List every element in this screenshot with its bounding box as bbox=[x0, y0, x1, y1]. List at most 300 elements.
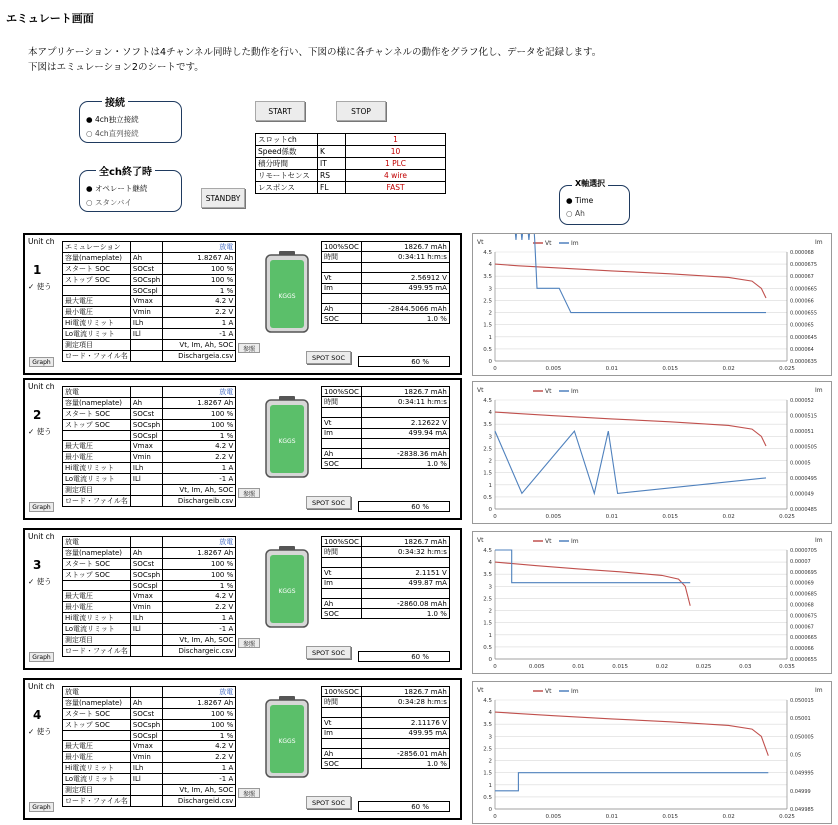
y-tick-right-label: 0.0000485 bbox=[790, 507, 818, 513]
y-tick-right-label: 0.04999 bbox=[790, 788, 811, 795]
x-tick-label: 0.015 bbox=[662, 366, 679, 372]
x-tick-label: 0.02 bbox=[722, 366, 735, 372]
parameter-row bbox=[63, 591, 236, 602]
spot-soc-value[interactable]: 60 % bbox=[358, 651, 450, 662]
radio-x-ah[interactable]: ○ Ah bbox=[566, 209, 585, 218]
parameter-row bbox=[63, 752, 236, 763]
parameter-name: 最小電圧 bbox=[63, 752, 131, 763]
radio-4ch-independent[interactable]: ● 4ch独立接続 bbox=[86, 115, 139, 124]
radio-operate-continue[interactable]: ● オペレート継続 bbox=[86, 184, 148, 193]
y-tick-right-label: 0.050015 bbox=[790, 698, 814, 704]
y-tick-left-label: 1 bbox=[488, 782, 492, 789]
result-value: 0:34:28 h:m:s bbox=[361, 697, 449, 708]
parameter-row bbox=[63, 452, 236, 463]
y-tick-left-label: 2 bbox=[488, 458, 492, 465]
x-tick-label: 0.01 bbox=[605, 814, 618, 820]
y-tick-left-label: 3.5 bbox=[483, 422, 492, 429]
parameter-name bbox=[63, 431, 131, 441]
result-name: SOC bbox=[322, 459, 362, 469]
setting-symbol bbox=[318, 134, 346, 146]
result-value bbox=[361, 708, 449, 718]
parameter-symbol bbox=[130, 242, 162, 253]
y-tick-right-label: 0.000065 bbox=[790, 322, 814, 329]
parameter-value[interactable]: -1 A bbox=[163, 474, 236, 485]
parameter-value[interactable]: 1 % bbox=[163, 581, 236, 591]
parameter-value[interactable]: 2.2 V bbox=[163, 752, 236, 763]
result-name: 時間 bbox=[322, 697, 362, 708]
parameter-value[interactable]: Dischargeib.csv bbox=[163, 496, 236, 507]
unit-panel-ch4 bbox=[23, 678, 462, 820]
spot-soc-button[interactable]: SPOT SOC bbox=[306, 646, 351, 659]
y-tick-right-label: 0.0000675 bbox=[790, 613, 818, 620]
parameter-value[interactable]: 1.8267 Ah bbox=[163, 548, 236, 559]
parameter-name: 最大電圧 bbox=[63, 741, 131, 752]
load-file-browse-button[interactable]: 参照 bbox=[238, 638, 260, 648]
x-tick-label: 0.01 bbox=[572, 664, 585, 670]
parameter-symbol: SOCsph bbox=[130, 275, 162, 286]
y-tick-right-label: 0.0000505 bbox=[790, 444, 818, 451]
parameter-symbol: ILl bbox=[130, 474, 162, 485]
parameter-row bbox=[63, 286, 236, 296]
result-value: -2844.5066 mAh bbox=[361, 303, 449, 313]
parameter-value[interactable]: Dischargeic.csv bbox=[163, 646, 236, 657]
y-axis-left-title: Vt bbox=[477, 687, 484, 694]
y-tick-right-label: 0.00005 bbox=[790, 460, 811, 467]
parameter-name bbox=[63, 286, 131, 296]
parameter-row bbox=[63, 474, 236, 485]
result-row bbox=[322, 283, 450, 293]
parameter-table bbox=[62, 386, 236, 507]
parameter-value[interactable]: 100 % bbox=[163, 559, 236, 570]
parameter-symbol bbox=[130, 635, 162, 646]
on-complete-group-title: 全ch終了時 bbox=[96, 163, 155, 178]
setting-value[interactable]: 1 PLC bbox=[346, 158, 446, 170]
x-tick-label: 0.025 bbox=[779, 514, 795, 520]
unit-label: Unit ch bbox=[28, 532, 55, 541]
result-row bbox=[322, 273, 450, 283]
load-file-browse-button[interactable]: 参照 bbox=[238, 343, 260, 353]
parameter-name: 容量(nameplate) bbox=[63, 398, 131, 409]
y-axis-right-title: Im bbox=[815, 537, 823, 544]
y-tick-right-label: 0.049995 bbox=[790, 770, 814, 777]
y-tick-left-label: 3.5 bbox=[483, 572, 492, 579]
result-row bbox=[322, 293, 450, 303]
result-value: -2838.36 mAh bbox=[361, 448, 449, 458]
series-line-im bbox=[495, 550, 690, 583]
parameter-value[interactable]: Dischargeid.csv bbox=[163, 796, 236, 807]
y-tick-right-label: 0.0000665 bbox=[790, 286, 818, 293]
parameter-name: ロード・ファイル名 bbox=[63, 646, 131, 657]
radio-label: Time bbox=[574, 196, 594, 205]
y-tick-right-label: 0.000067 bbox=[790, 274, 814, 281]
result-name bbox=[322, 293, 362, 303]
graph-button[interactable]: Graph bbox=[29, 802, 54, 812]
parameter-symbol: SOCst bbox=[130, 559, 162, 570]
y-tick-left-label: 2.5 bbox=[483, 596, 492, 603]
chart-ch1 bbox=[472, 233, 832, 376]
y-tick-right-label: 0.000069 bbox=[790, 580, 814, 587]
parameter-value[interactable]: 100 % bbox=[163, 409, 236, 420]
parameter-symbol: ILh bbox=[130, 613, 162, 624]
parameter-value[interactable]: 100 % bbox=[163, 264, 236, 275]
parameter-row bbox=[63, 635, 236, 646]
parameter-symbol: Vmax bbox=[130, 741, 162, 752]
y-tick-right-label: 0.000068 bbox=[790, 250, 814, 256]
result-value: -2856.01 mAh bbox=[361, 748, 449, 758]
parameter-value[interactable]: 100 % bbox=[163, 570, 236, 581]
setting-symbol: K bbox=[318, 146, 346, 158]
result-name: SOC bbox=[322, 314, 362, 324]
y-tick-left-label: 4.5 bbox=[483, 548, 492, 554]
parameter-name: ロード・ファイル名 bbox=[63, 796, 131, 807]
setting-name: 積分時間 bbox=[256, 158, 318, 170]
setting-value[interactable]: FAST bbox=[346, 182, 446, 194]
y-axis-right-title: Im bbox=[815, 239, 823, 246]
parameter-value[interactable]: 4.2 V bbox=[163, 441, 236, 452]
y-tick-left-label: 1 bbox=[488, 482, 492, 489]
radio-label: Ah bbox=[574, 209, 585, 218]
x-tick-label: 0.035 bbox=[779, 664, 795, 670]
battery-label: KGGS bbox=[278, 588, 296, 595]
setting-value[interactable]: 10 bbox=[346, 146, 446, 158]
parameter-name: 放電 bbox=[63, 387, 131, 398]
result-name: 時間 bbox=[322, 547, 362, 558]
x-tick-label: 0 bbox=[493, 664, 497, 670]
parameter-name: 最大電圧 bbox=[63, 296, 131, 307]
parameter-symbol bbox=[130, 387, 162, 398]
result-value: 1826.7 mAh bbox=[361, 687, 449, 697]
parameter-value[interactable]: 4.2 V bbox=[163, 296, 236, 307]
x-tick-label: 0.01 bbox=[605, 366, 618, 372]
parameter-value[interactable]: 1.8267 Ah bbox=[163, 398, 236, 409]
radio-label: 4ch直列接続 bbox=[94, 129, 139, 138]
result-value: 499.95 mA bbox=[361, 283, 449, 293]
parameter-name: 最小電圧 bbox=[63, 452, 131, 463]
y-tick-right-label: 0.050005 bbox=[790, 734, 814, 741]
parameter-value[interactable]: 1 % bbox=[163, 431, 236, 441]
parameter-value[interactable]: 100 % bbox=[163, 275, 236, 286]
result-row bbox=[322, 397, 450, 408]
parameter-name: Lo電流リミット bbox=[63, 624, 131, 635]
parameter-name: Hi電流リミット bbox=[63, 318, 131, 329]
series-line-vt bbox=[495, 412, 766, 446]
y-tick-left-label: 3 bbox=[488, 734, 492, 741]
parameter-value[interactable]: 1 % bbox=[163, 286, 236, 296]
result-name: Ah bbox=[322, 448, 362, 458]
graph-button[interactable]: Graph bbox=[29, 502, 54, 512]
legend-label: Im bbox=[571, 240, 579, 247]
parameter-value: Vt, Im, Ah, SOC bbox=[163, 485, 236, 496]
parameter-name bbox=[63, 581, 131, 591]
parameter-name: 放電 bbox=[63, 687, 131, 698]
y-tick-left-label: 0 bbox=[488, 807, 492, 813]
parameter-value[interactable]: 1 % bbox=[163, 731, 236, 741]
parameter-symbol: ILh bbox=[130, 463, 162, 474]
graph-button[interactable]: Graph bbox=[29, 652, 54, 662]
result-value: 1.0 % bbox=[361, 314, 449, 324]
parameter-row bbox=[63, 275, 236, 286]
parameter-value[interactable]: 100 % bbox=[163, 420, 236, 431]
y-axis-right-title: Im bbox=[815, 387, 823, 394]
parameter-value[interactable]: 4.2 V bbox=[163, 741, 236, 752]
parameter-value[interactable]: 1.8267 Ah bbox=[163, 253, 236, 264]
load-file-browse-button[interactable]: 参照 bbox=[238, 788, 260, 798]
result-value bbox=[361, 738, 449, 748]
parameter-symbol bbox=[130, 340, 162, 351]
y-tick-left-label: 3.5 bbox=[483, 274, 492, 281]
result-value: 1.0 % bbox=[361, 609, 449, 619]
result-value: 0:34:11 h:m:s bbox=[361, 397, 449, 408]
unit-panel-ch2 bbox=[23, 378, 462, 520]
spot-soc-button[interactable]: SPOT SOC bbox=[306, 796, 351, 809]
unit-label: Unit ch bbox=[28, 382, 55, 391]
y-tick-left-label: 2 bbox=[488, 608, 492, 615]
x-tick-label: 0.025 bbox=[779, 814, 795, 820]
y-tick-right-label: 0.000051 bbox=[790, 429, 814, 436]
parameter-name: ロード・ファイル名 bbox=[63, 351, 131, 362]
parameter-symbol bbox=[130, 496, 162, 507]
parameter-name: 測定項目 bbox=[63, 485, 131, 496]
parameter-name: 測定項目 bbox=[63, 635, 131, 646]
spot-soc-button[interactable]: SPOT SOC bbox=[306, 496, 351, 509]
parameter-value[interactable]: -1 A bbox=[163, 774, 236, 785]
x-tick-label: 0.015 bbox=[612, 664, 629, 670]
parameter-value[interactable]: -1 A bbox=[163, 329, 236, 340]
setting-symbol: IT bbox=[318, 158, 346, 170]
result-row bbox=[322, 418, 450, 428]
result-value: 0:34:11 h:m:s bbox=[361, 252, 449, 263]
x-axis-select-group bbox=[559, 179, 630, 225]
radio-label: スタンバイ bbox=[94, 198, 132, 207]
use-checkbox[interactable]: ✓ 使う bbox=[28, 282, 52, 291]
y-tick-left-label: 0.5 bbox=[483, 494, 492, 501]
parameter-row bbox=[63, 741, 236, 752]
result-value: 499.87 mA bbox=[361, 578, 449, 588]
y-tick-right-label: 0.0000515 bbox=[790, 413, 818, 420]
parameter-value: 放電 bbox=[163, 242, 236, 253]
series-line-im bbox=[495, 773, 768, 791]
y-axis-left-title: Vt bbox=[477, 387, 484, 394]
result-row bbox=[322, 598, 450, 608]
parameter-name: ストップ SOC bbox=[63, 570, 131, 581]
setting-value[interactable]: 1 bbox=[346, 134, 446, 146]
parameter-row bbox=[63, 307, 236, 318]
parameter-row bbox=[63, 398, 236, 409]
parameter-symbol bbox=[130, 796, 162, 807]
parameter-value[interactable]: 1.8267 Ah bbox=[163, 698, 236, 709]
radio-label: 4ch独立接続 bbox=[94, 115, 139, 124]
parameter-row bbox=[63, 485, 236, 496]
x-tick-label: 0.025 bbox=[695, 664, 712, 670]
chart-ch2 bbox=[472, 381, 832, 524]
x-tick-label: 0.01 bbox=[605, 514, 618, 520]
parameter-value[interactable]: 2.2 V bbox=[163, 602, 236, 613]
series-line-vt bbox=[495, 712, 768, 756]
parameter-name: 最小電圧 bbox=[63, 307, 131, 318]
parameter-value[interactable]: 4.2 V bbox=[163, 591, 236, 602]
result-value: 2.11176 V bbox=[361, 718, 449, 728]
parameter-row bbox=[63, 602, 236, 613]
result-name: 時間 bbox=[322, 252, 362, 263]
x-tick-label: 0.025 bbox=[779, 366, 795, 372]
load-file-browse-button[interactable]: 参照 bbox=[238, 488, 260, 498]
parameter-symbol: SOCst bbox=[130, 709, 162, 720]
parameter-value[interactable]: 2.2 V bbox=[163, 452, 236, 463]
parameter-row bbox=[63, 253, 236, 264]
result-row bbox=[322, 438, 450, 448]
series-line-im bbox=[495, 234, 766, 313]
parameter-value[interactable]: 1 A bbox=[163, 463, 236, 474]
result-value: 0:34:32 h:m:s bbox=[361, 547, 449, 558]
use-checkbox[interactable]: ✓ 使う bbox=[28, 427, 52, 436]
result-name bbox=[322, 738, 362, 748]
parameter-value[interactable]: 100 % bbox=[163, 709, 236, 720]
parameter-symbol: Ah bbox=[130, 253, 162, 264]
parameter-symbol bbox=[130, 485, 162, 496]
y-tick-right-label: 0.000064 bbox=[790, 346, 814, 353]
parameter-table bbox=[62, 241, 236, 362]
spot-soc-button[interactable]: SPOT SOC bbox=[306, 351, 351, 364]
graph-button[interactable]: Graph bbox=[29, 357, 54, 367]
y-tick-right-label: 0.0000695 bbox=[790, 569, 818, 576]
parameter-row bbox=[63, 796, 236, 807]
result-value bbox=[361, 588, 449, 598]
result-name: Im bbox=[322, 578, 362, 588]
use-checkbox[interactable]: ✓ 使う bbox=[28, 727, 52, 736]
y-tick-right-label: 0.05001 bbox=[790, 716, 811, 723]
chart-svg bbox=[473, 682, 833, 825]
parameter-value[interactable]: 1 A bbox=[163, 763, 236, 774]
parameter-row bbox=[63, 687, 236, 698]
parameter-symbol: Ah bbox=[130, 698, 162, 709]
result-value: 1.0 % bbox=[361, 459, 449, 469]
result-row bbox=[322, 387, 450, 397]
x-tick-label: 0.005 bbox=[545, 514, 562, 520]
parameter-name: 最大電圧 bbox=[63, 441, 131, 452]
parameter-value[interactable]: Dischargeia.csv bbox=[163, 351, 236, 362]
radio-x-time[interactable]: ● Time bbox=[566, 196, 594, 205]
use-label: 使う bbox=[36, 577, 52, 586]
spot-soc-value[interactable]: 60 % bbox=[358, 501, 450, 512]
spot-soc-value[interactable]: 60 % bbox=[358, 356, 450, 367]
parameter-symbol: Vmin bbox=[130, 752, 162, 763]
result-name: Ah bbox=[322, 748, 362, 758]
results-table bbox=[321, 386, 450, 469]
parameter-value[interactable]: -1 A bbox=[163, 624, 236, 635]
result-row bbox=[322, 242, 450, 252]
result-row bbox=[322, 547, 450, 558]
radio-4ch-series[interactable]: ○ 4ch直列接続 bbox=[86, 129, 139, 138]
parameter-name: 容量(nameplate) bbox=[63, 253, 131, 264]
y-tick-left-label: 4.5 bbox=[483, 398, 492, 404]
settings-row bbox=[256, 158, 446, 170]
y-tick-left-label: 0 bbox=[488, 657, 492, 663]
result-row bbox=[322, 448, 450, 458]
setting-name: レスポンス bbox=[256, 182, 318, 194]
parameter-name: ストップ SOC bbox=[63, 720, 131, 731]
parameter-name: ロード・ファイル名 bbox=[63, 496, 131, 507]
result-value: 2.1151 V bbox=[361, 568, 449, 578]
stop-button[interactable]: STOP bbox=[336, 101, 386, 121]
result-value: 499.95 mA bbox=[361, 728, 449, 738]
parameter-row bbox=[63, 763, 236, 774]
result-row bbox=[322, 588, 450, 598]
result-row bbox=[322, 697, 450, 708]
x-tick-label: 0.005 bbox=[528, 664, 545, 670]
parameter-value[interactable]: 2.2 V bbox=[163, 307, 236, 318]
screen-title: エミュレート画面 bbox=[6, 12, 94, 25]
result-name: Vt bbox=[322, 273, 362, 283]
parameter-row bbox=[63, 698, 236, 709]
parameter-name: Lo電流リミット bbox=[63, 774, 131, 785]
y-tick-left-label: 0 bbox=[488, 507, 492, 513]
y-axis-left-title: Vt bbox=[477, 537, 484, 544]
parameter-value[interactable]: 1 A bbox=[163, 613, 236, 624]
start-button[interactable]: START bbox=[255, 101, 305, 121]
parameter-row bbox=[63, 409, 236, 420]
y-tick-right-label: 0.000067 bbox=[790, 624, 814, 631]
parameter-symbol: SOCsph bbox=[130, 720, 162, 731]
result-row bbox=[322, 578, 450, 588]
y-tick-left-label: 0 bbox=[488, 359, 492, 365]
spot-soc-value[interactable]: 60 % bbox=[358, 801, 450, 812]
parameter-row bbox=[63, 548, 236, 559]
y-tick-left-label: 0.5 bbox=[483, 346, 492, 353]
unit-label: Unit ch bbox=[28, 682, 55, 691]
use-label: 使う bbox=[36, 427, 52, 436]
y-axis-right-title: Im bbox=[815, 687, 823, 694]
setting-symbol: FL bbox=[318, 182, 346, 194]
parameter-value[interactable]: 100 % bbox=[163, 720, 236, 731]
parameter-name: 測定項目 bbox=[63, 785, 131, 796]
y-tick-left-label: 4 bbox=[488, 710, 492, 717]
parameter-symbol: SOCst bbox=[130, 409, 162, 420]
settings-row bbox=[256, 146, 446, 158]
radio-standby[interactable]: ○ スタンバイ bbox=[86, 198, 132, 207]
y-tick-left-label: 3 bbox=[488, 434, 492, 441]
battery-icon bbox=[265, 696, 309, 778]
connection-group-title: 接続 bbox=[102, 94, 128, 109]
parameter-row bbox=[63, 387, 236, 398]
parameter-row bbox=[63, 340, 236, 351]
standby-button[interactable]: STANDBY bbox=[201, 188, 245, 208]
parameter-row bbox=[63, 537, 236, 548]
results-table bbox=[321, 241, 450, 324]
setting-value[interactable]: 4 wire bbox=[346, 170, 446, 182]
parameter-symbol: SOCspl bbox=[130, 581, 162, 591]
battery-icon bbox=[265, 546, 309, 628]
result-name: 100%SOC bbox=[322, 242, 362, 252]
result-value bbox=[361, 438, 449, 448]
chart-svg bbox=[473, 234, 833, 377]
y-tick-right-label: 0.0000685 bbox=[790, 591, 818, 598]
setting-name: リモートセンス bbox=[256, 170, 318, 182]
parameter-table bbox=[62, 686, 236, 807]
description-line-2: 下図はエミュレーション2のシートです。 bbox=[28, 62, 204, 73]
use-checkbox[interactable]: ✓ 使う bbox=[28, 577, 52, 586]
result-row bbox=[322, 558, 450, 568]
legend-label: Vt bbox=[545, 388, 552, 395]
y-tick-left-label: 0.5 bbox=[483, 644, 492, 651]
legend-label: Im bbox=[571, 388, 579, 395]
chart-svg bbox=[473, 382, 833, 525]
result-name: Vt bbox=[322, 718, 362, 728]
parameter-row bbox=[63, 581, 236, 591]
parameter-symbol bbox=[130, 785, 162, 796]
x-tick-label: 0.03 bbox=[739, 664, 752, 670]
result-value bbox=[361, 293, 449, 303]
parameter-value[interactable]: 1 A bbox=[163, 318, 236, 329]
